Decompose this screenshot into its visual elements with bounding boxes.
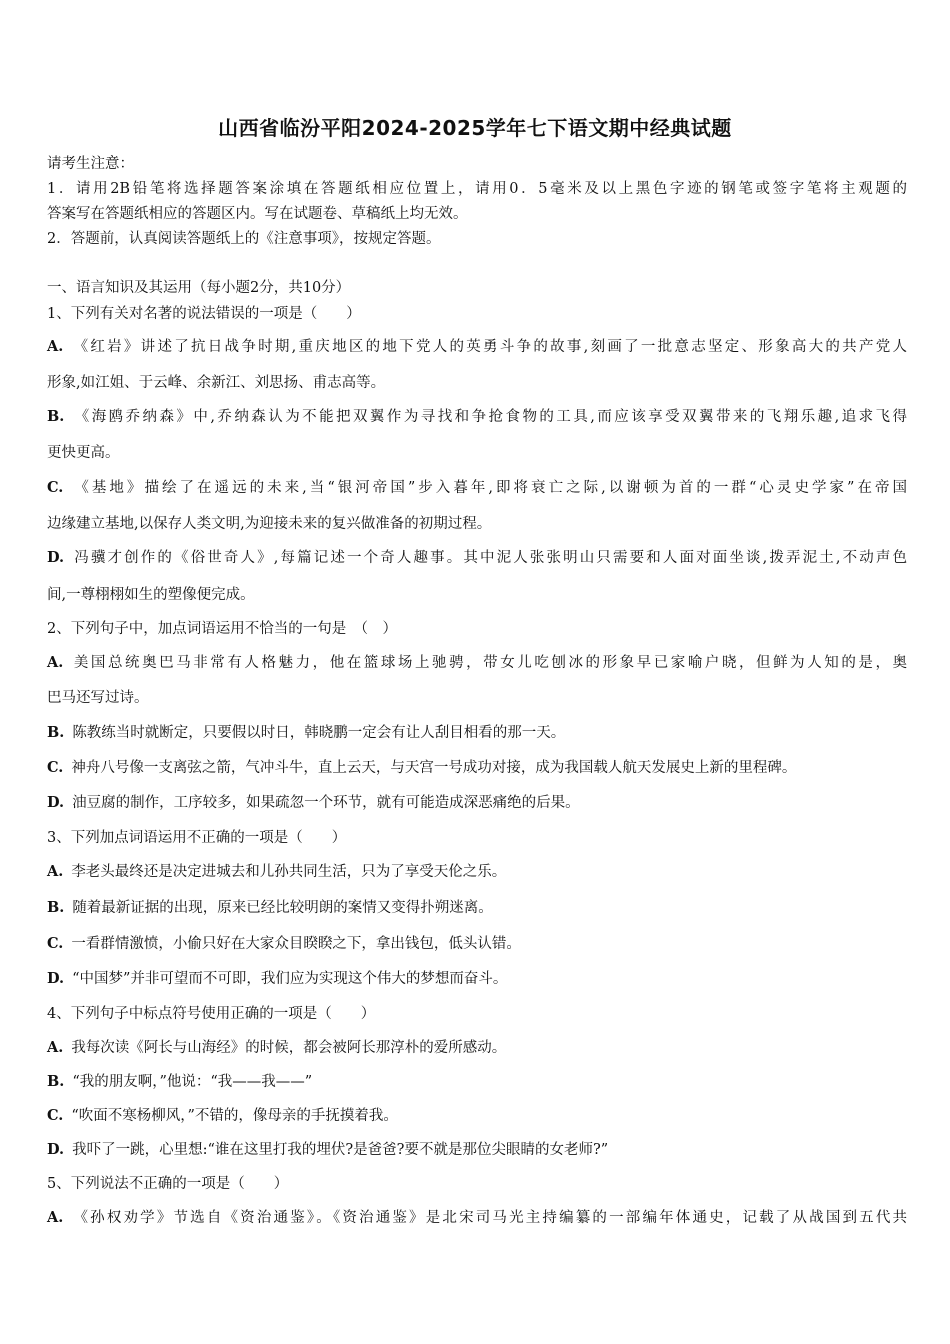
option-text: 我吓了一跳，心里想:“谁在这里打我的埋伏?是爸爸?要不就是那位尖眼睛的女老师?” [72, 1142, 609, 1158]
option-label: B. [47, 724, 65, 741]
section-heading: 一、语言知识及其运用（每小题2分，共10分） [47, 280, 351, 296]
question-4-stem: 4、下列句子中标点符号使用正确的一项是（ ） [47, 1006, 376, 1022]
option-text: 一看群情激愤，小偷只好在大家众目睽睽之下，拿出钱包，低头认错。 [71, 936, 521, 952]
question-4-option-c [47, 1104, 398, 1125]
question-1-option-b [47, 405, 907, 426]
option-label: D. [47, 794, 65, 811]
option-text: 陈教练当时就断定，只要假以时日，韩晓鹏一定会有让人刮目相看的那一天。 [72, 725, 566, 741]
question-2-option-a-cont: 巴马还写过诗。 [47, 690, 149, 706]
notice-heading: 请考生注意： [47, 156, 134, 172]
notice-item-1-line-2: 答案写在答题纸相应的答题区内。写在试题卷、草稿纸上均无效。 [47, 206, 468, 222]
question-3-stem: 3、下列加点词语运用不正确的一项是（ ） [47, 830, 347, 846]
option-label: A. [47, 654, 64, 671]
question-4-option-a [47, 1036, 506, 1057]
option-text: 神舟八号像一支离弦之箭，气冲斗牛，直上云天，与天宫一号成功对接，成为我国载人航天发展史上新的里程碑。 [71, 760, 797, 776]
option-text: 美国总统奥巴马非常有人格魅力，他在篮球场上驰骋，带女儿吃刨冰的形象早已家喻户晓，但鲜为人知的是，奥 [71, 655, 907, 671]
option-text: 冯骥才创作的《俗世奇人》,每篇记述一个奇人趣事。其中泥人张张明山只需要和人面对面坐谈,拨弄泥土,不动声色 [72, 550, 907, 566]
question-4-option-d [47, 1138, 608, 1159]
exam-title: 山西省临汾平阳2024-2025学年七下语文期中经典试题 [218, 116, 732, 140]
option-text: 《基地》描绘了在遥远的未来,当“银河帝国”步入暮年,即将衰亡之际,以谢顿为首的一群“心灵史学家”在帝国 [71, 480, 907, 496]
question-1-option-a-cont: 形象,如江姐、于云峰、余新江、刘思扬、甫志高等。 [47, 375, 386, 391]
option-label: A. [47, 338, 64, 355]
notice-item-2: 2．答题前，认真阅读答题纸上的《注意事项》，按规定答题。 [47, 231, 441, 247]
question-1-option-a [47, 335, 907, 356]
question-1-stem: 1、下列有关对名著的说法错误的一项是（ ） [47, 306, 361, 322]
option-label: D. [47, 1141, 65, 1158]
question-2-option-c [47, 756, 796, 777]
option-label: C. [47, 479, 64, 496]
question-1-option-d-cont: 间,一尊栩栩如生的塑像便完成。 [47, 587, 255, 603]
question-1-option-d [47, 546, 907, 567]
option-label: A. [47, 1039, 64, 1056]
option-label: C. [47, 1107, 64, 1124]
option-text: 随着最新证据的出现，原来已经比较明朗的案情又变得扑朔迷离。 [72, 900, 493, 916]
option-label: B. [47, 899, 65, 916]
question-1-option-c [47, 476, 907, 497]
question-2-stem: 2、下列句子中，加点词语运用不恰当的一句是 （ ） [47, 621, 397, 637]
option-text: 《孙权劝学》节选自《资治通鉴》。《资治通鉴》是北宋司马光主持编纂的一部编年体通史，记载了从战国到五代共 [71, 1210, 907, 1226]
notice-item-1-line-1: 1．请用2B铅笔将选择题答案涂填在答题纸相应位置上，请用0．5毫米及以上黑色字迹的钢笔或签字笔将主观题的 [47, 181, 907, 197]
question-3-option-c [47, 932, 521, 953]
option-label: B. [47, 408, 65, 425]
option-label: D. [47, 970, 65, 987]
option-label: B. [47, 1073, 65, 1090]
option-text: 《红岩》讲述了抗日战争时期,重庆地区的地下党人的英勇斗争的故事,刻画了一批意志坚定、形象高大的共产党人 [71, 339, 907, 355]
option-label: D. [47, 549, 65, 566]
question-5-stem: 5、下列说法不正确的一项是（ ） [47, 1176, 289, 1192]
option-label: A. [47, 1209, 64, 1226]
option-text: “中国梦”并非可望而不可即，我们应为实现这个伟大的梦想而奋斗。 [72, 971, 508, 987]
option-text: 我每次读《阿长与山海经》的时候，都会被阿长那淳朴的爱所感动。 [71, 1040, 507, 1056]
question-2-option-b [47, 721, 565, 742]
option-label: A. [47, 863, 64, 880]
option-text: 李老头最终还是决定进城去和儿孙共同生活，只为了享受天伦之乐。 [71, 864, 507, 880]
option-text: 《海鸥乔纳森》中,乔纳森认为不能把双翼作为寻找和争抢食物的工具,而应该享受双翼带来的飞翔乐趣,追求飞得 [72, 409, 907, 425]
option-label: C. [47, 935, 64, 952]
option-label: C. [47, 759, 64, 776]
question-1-option-b-cont: 更快更高。 [47, 445, 120, 461]
question-5-option-a [47, 1206, 907, 1227]
question-3-option-a [47, 860, 506, 881]
question-2-option-a [47, 651, 907, 672]
question-1-option-c-cont: 边缘建立基地,以保存人类文明,为迎接未来的复兴做准备的初期过程。 [47, 516, 492, 532]
option-text: “吹面不寒杨柳风，”不错的，像母亲的手抚摸着我。 [71, 1108, 398, 1124]
question-3-option-b [47, 896, 493, 917]
question-4-option-b [47, 1070, 312, 1091]
option-text: “我的朋友啊，”他说：“我——我——” [72, 1074, 313, 1090]
question-2-option-d [47, 791, 580, 812]
question-3-option-d [47, 967, 507, 988]
option-text: 油豆腐的制作，工序较多，如果疏忽一个环节，就有可能造成深恶痛绝的后果。 [72, 795, 580, 811]
